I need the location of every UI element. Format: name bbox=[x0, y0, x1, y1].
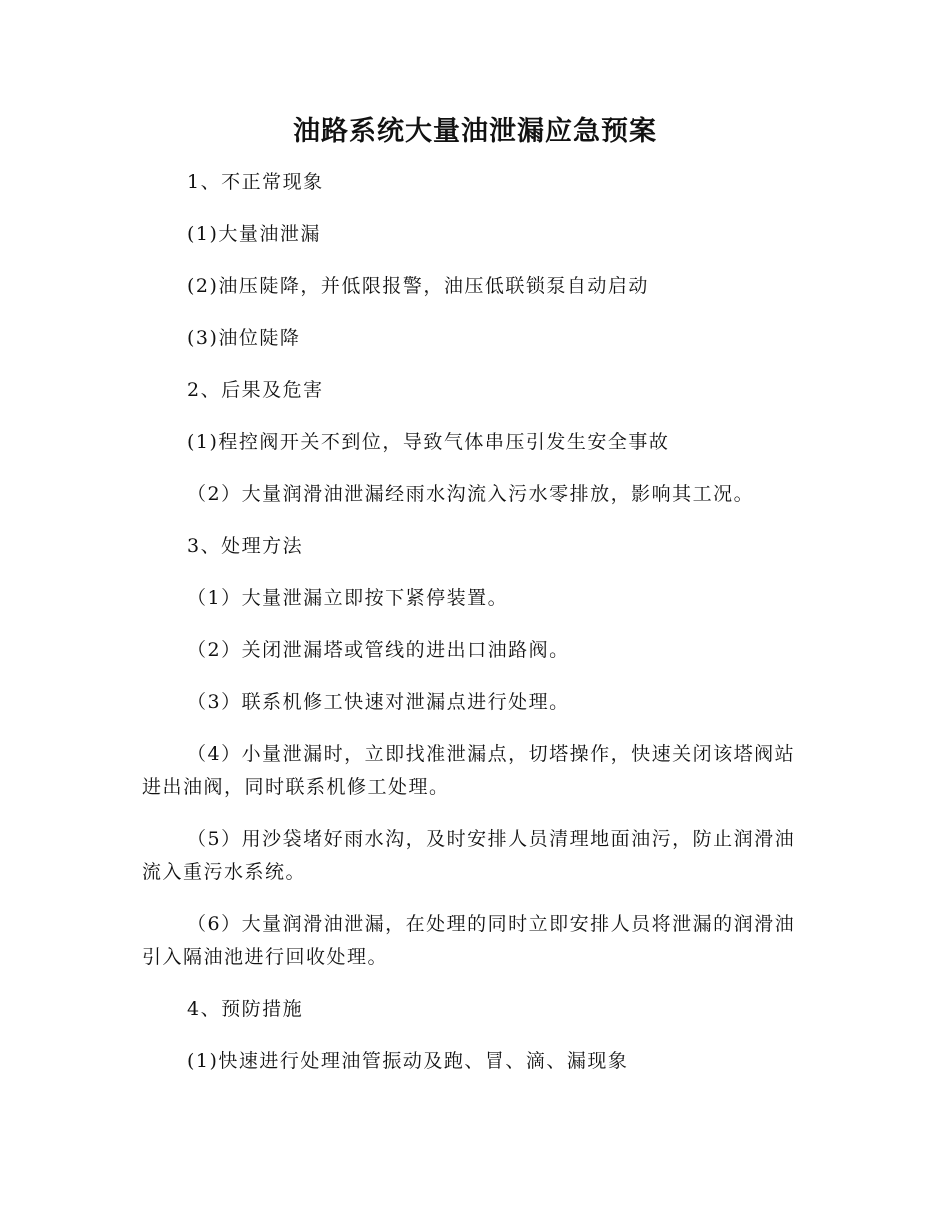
document-title: 油路系统大量油泄漏应急预案 bbox=[293, 116, 657, 147]
list-item: （4）小量泄漏时，立即找准泄漏点，切塔操作，快速关闭该塔阀站进出油阀，同时联系机修工处理。 bbox=[142, 743, 796, 798]
document-body bbox=[142, 166, 806, 1097]
list-item: （5）用沙袋堵好雨水沟，及时安排人员清理地面油污，防止润滑油流入重污水系统。 bbox=[142, 828, 796, 883]
list-item: (1)大量油泄漏 bbox=[187, 223, 321, 245]
list-item: （3）联系机修工快速对泄漏点进行处理。 bbox=[187, 691, 570, 713]
section-heading-3: 3、处理方法 bbox=[187, 535, 304, 557]
section-heading-2: 2、后果及危害 bbox=[187, 379, 324, 401]
list-item: (1)程控阀开关不到位，导致气体串压引发生安全事故 bbox=[187, 431, 670, 453]
list-item: （1）大量泄漏立即按下紧停装置。 bbox=[187, 587, 509, 609]
list-item: (3)油位陡降 bbox=[187, 327, 301, 349]
list-item: (1)快速进行处理油管振动及跑、冒、滴、漏现象 bbox=[187, 1050, 629, 1072]
section-heading-1: 1、不正常现象 bbox=[187, 171, 324, 193]
section-heading-4: 4、预防措施 bbox=[187, 998, 304, 1020]
list-item: （2）关闭泄漏塔或管线的进出口油路阀。 bbox=[187, 639, 570, 661]
list-item: (2)油压陡降，并低限报警，油压低联锁泵自动启动 bbox=[187, 275, 649, 297]
list-item: （2）大量润滑油泄漏经雨水沟流入污水零排放，影响其工况。 bbox=[187, 483, 755, 505]
list-item: （6）大量润滑油泄漏，在处理的同时立即安排人员将泄漏的润滑油引入隔油池进行回收处理。 bbox=[142, 913, 796, 968]
